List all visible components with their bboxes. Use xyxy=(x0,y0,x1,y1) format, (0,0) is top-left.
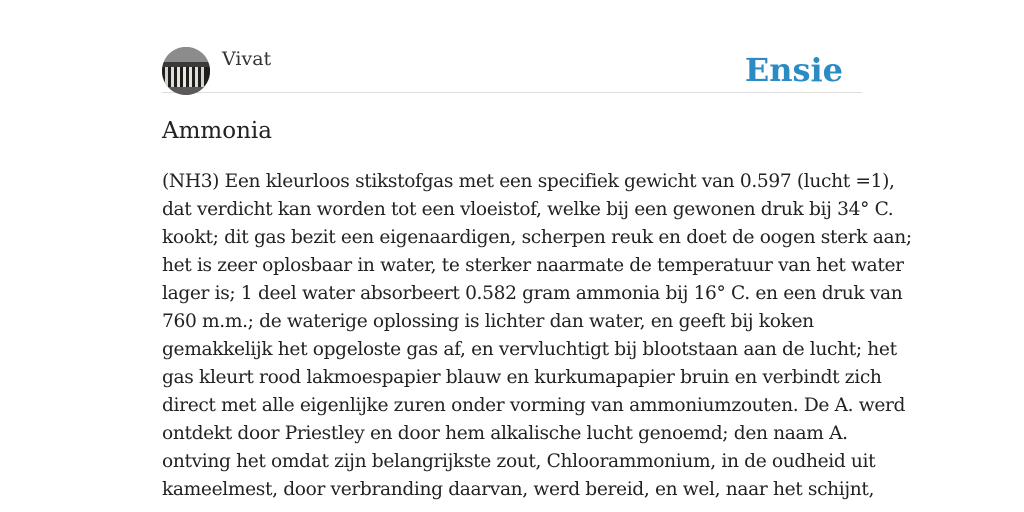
body-line: gemakkelijk het opgeloste gas af, en vervluchtigt bij blootstaan aan de lucht; het xyxy=(162,339,897,360)
columns-photo-icon xyxy=(162,47,210,95)
article-body xyxy=(162,168,912,504)
body-line: kameelmest, door verbranding daarvan, werd bereid, en wel, naar het schijnt, xyxy=(162,479,875,500)
article-header xyxy=(162,46,862,93)
body-line: lager is; 1 deel water absorbeert 0.582 gram ammonia bij 16° C. en een druk van xyxy=(162,283,903,304)
body-line: dat verdicht kan worden tot een vloeistof, welke bij een gewonen druk bij 34° C. xyxy=(162,199,894,220)
body-line: kookt; dit gas bezit een eigenaardigen, scherpen reuk en doet de oogen sterk aan; xyxy=(162,227,912,248)
body-line: direct met alle eigenlijke zuren onder vorming van ammoniumzouten. De A. werd xyxy=(162,395,906,416)
author-name[interactable]: Vivat xyxy=(222,48,272,70)
body-line: ontdekt door Priestley en door hem alkalische lucht genoemd; den naam A. xyxy=(162,423,848,444)
body-line: (NH3) Een kleurloos stikstofgas met een specifiek gewicht van 0.597 (lucht =1), xyxy=(162,171,895,192)
article-title: Ammonia xyxy=(162,118,272,144)
body-line: ontving het omdat zijn belangrijkste zout, Chloorammonium, in de oudheid uit xyxy=(162,451,876,472)
body-line: gas kleurt rood lakmoespapier blauw en kurkumapapier bruin en verbindt zich xyxy=(162,367,882,388)
body-line: 760 m.m.; de waterige oplossing is lichter dan water, en geeft bij koken xyxy=(162,311,814,332)
article-page xyxy=(162,0,912,512)
author-avatar[interactable] xyxy=(162,47,210,95)
brand-logo[interactable]: Ensie xyxy=(744,51,843,89)
body-line: het is zeer oplosbaar in water, te sterker naarmate de temperatuur van het water xyxy=(162,255,904,276)
